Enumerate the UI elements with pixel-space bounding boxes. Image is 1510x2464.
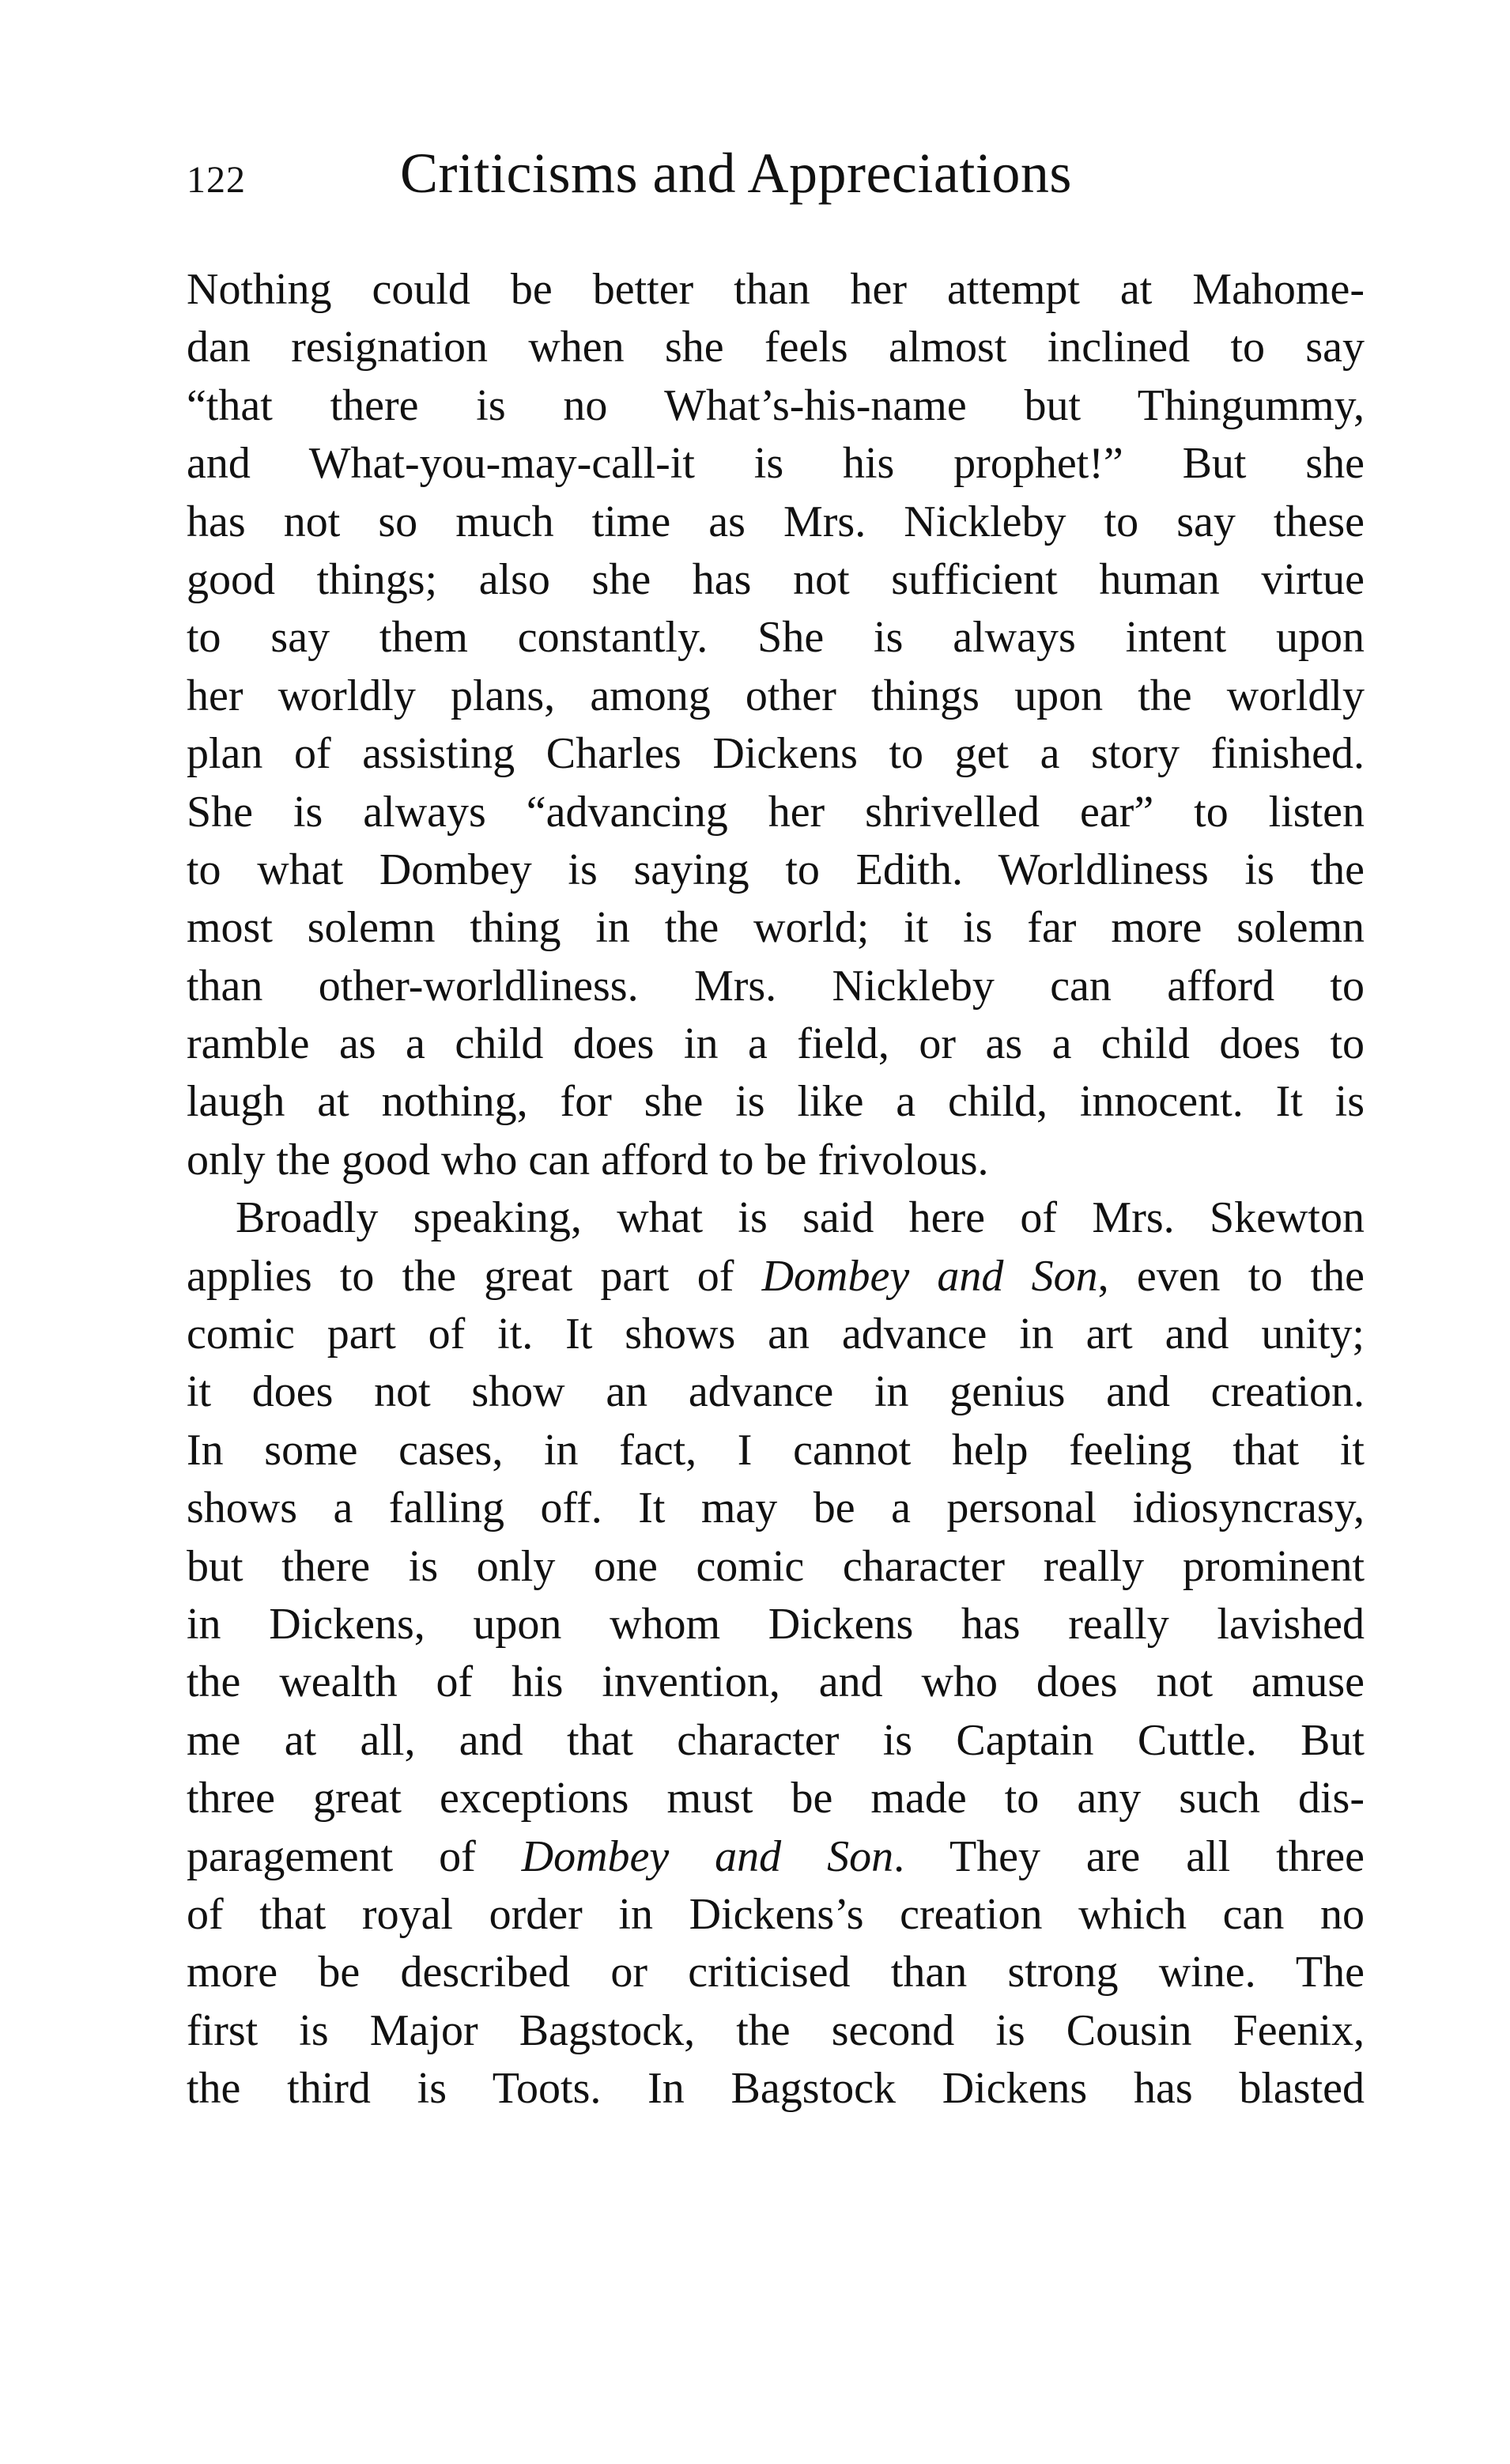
text-run: . They are all three bbox=[893, 1831, 1365, 1881]
text-run: In some cases, in fact, I cannot help feeling that it bbox=[187, 1425, 1365, 1475]
text-line bbox=[187, 725, 1365, 783]
text-run: first is Major Bagstock, the second is Cousin Feenix, bbox=[187, 2005, 1365, 2055]
text-run: ramble as a child does in a field, or as a child does to bbox=[187, 1019, 1365, 1069]
text-run: plan of assisting Charles Dickens to get a story finished. bbox=[187, 729, 1365, 779]
text-line bbox=[187, 1306, 1365, 1363]
text-run: the wealth of his invention, and who does not amuse bbox=[187, 1657, 1365, 1707]
text-run: “that there is no What’s-his-name but Thingummy, bbox=[187, 380, 1365, 430]
text-line bbox=[187, 2060, 1365, 2118]
text-run: Broadly speaking, what is said here of Mrs. Skewton bbox=[236, 1193, 1365, 1243]
text-line bbox=[187, 493, 1365, 551]
text-run: paragement of bbox=[187, 1831, 522, 1881]
text-line bbox=[187, 609, 1365, 667]
paragraph bbox=[187, 1189, 1365, 2118]
page-number: 122 bbox=[187, 159, 246, 201]
running-head bbox=[187, 141, 1372, 220]
text-run: dan resignation when she feels almost inclined to say bbox=[187, 323, 1365, 372]
text-line bbox=[187, 1596, 1365, 1653]
text-run: but there is only one comic character really prominent bbox=[187, 1541, 1365, 1591]
text-line bbox=[187, 319, 1365, 376]
text-line bbox=[187, 1712, 1365, 1770]
text-line bbox=[187, 841, 1365, 899]
text-line bbox=[187, 261, 1365, 319]
text-run: She is always “advancing her shrivelled ear” to listen bbox=[187, 787, 1365, 837]
text-run: in Dickens, upon whom Dickens has really lavished bbox=[187, 1599, 1365, 1649]
text-run: to what Dombey is saying to Edith. Worldliness is the bbox=[187, 845, 1365, 894]
text-run: most solemn thing in the world; it is far more solemn bbox=[187, 903, 1365, 953]
text-line bbox=[187, 1363, 1365, 1421]
text-run: only the good who can afford to be frivolous. bbox=[187, 1135, 989, 1185]
running-title: Criticisms and Appreciations bbox=[400, 142, 1072, 205]
text-run: Nothing could be better than her attempt at Mahome- bbox=[187, 265, 1365, 314]
text-line bbox=[187, 1189, 1365, 1247]
text-line bbox=[187, 1538, 1365, 1596]
text-run: three great exceptions must be made to any such dis- bbox=[187, 1774, 1365, 1823]
text-line bbox=[187, 1073, 1365, 1131]
text-run: laugh at nothing, for she is like a child, innocent. It is bbox=[187, 1077, 1365, 1127]
text-line bbox=[187, 1132, 1365, 1189]
text-line bbox=[187, 1653, 1365, 1711]
text-line bbox=[187, 377, 1365, 435]
text-run: her worldly plans, among other things upon the worldly bbox=[187, 671, 1365, 720]
text-run: , even to the bbox=[1097, 1251, 1365, 1301]
text-run: to say them constantly. She is always intent upon bbox=[187, 613, 1365, 663]
text-run: shows a falling off. It may be a personal idiosyncrasy, bbox=[187, 1483, 1365, 1533]
text-run: applies to the great part of bbox=[187, 1251, 762, 1301]
text-run: and What-you-may-call-it is his prophet!” But she bbox=[187, 439, 1365, 489]
text-line bbox=[187, 667, 1365, 725]
text-line bbox=[187, 1886, 1365, 1944]
text-run: of that royal order in Dickens’s creation which can no bbox=[187, 1889, 1365, 1939]
text-run: the third is Toots. In Bagstock Dickens has blasted bbox=[187, 2064, 1365, 2114]
text-line bbox=[187, 1944, 1365, 2001]
text-run: than other-worldliness. Mrs. Nickleby can afford to bbox=[187, 961, 1365, 1011]
text-line bbox=[187, 2002, 1365, 2060]
italic-title: Dombey and Son bbox=[521, 1831, 894, 1881]
text-run: more be described or criticised than strong wine. The bbox=[187, 1948, 1365, 1997]
text-line bbox=[187, 1480, 1365, 1537]
text-line bbox=[187, 899, 1365, 957]
text-line bbox=[187, 1770, 1365, 1827]
text-line bbox=[187, 1828, 1365, 1886]
text-run: it does not show an advance in genius and creation. bbox=[187, 1367, 1365, 1417]
paragraph bbox=[187, 261, 1365, 1189]
text-line bbox=[187, 1422, 1365, 1480]
text-line bbox=[187, 958, 1365, 1015]
italic-title: Dombey and Son bbox=[761, 1251, 1098, 1301]
text-line bbox=[187, 784, 1365, 841]
text-run: has not so much time as Mrs. Nickleby to say these bbox=[187, 497, 1365, 546]
text-line bbox=[187, 1015, 1365, 1073]
text-line bbox=[187, 435, 1365, 493]
body-text bbox=[187, 261, 1365, 2118]
text-run: good things; also she has not sufficient human virtue bbox=[187, 554, 1365, 604]
text-run: comic part of it. It shows an advance in art and unity; bbox=[187, 1309, 1365, 1359]
text-line bbox=[187, 551, 1365, 609]
text-run: me at all, and that character is Captain Cuttle. But bbox=[187, 1715, 1365, 1765]
text-line bbox=[187, 1248, 1365, 1306]
